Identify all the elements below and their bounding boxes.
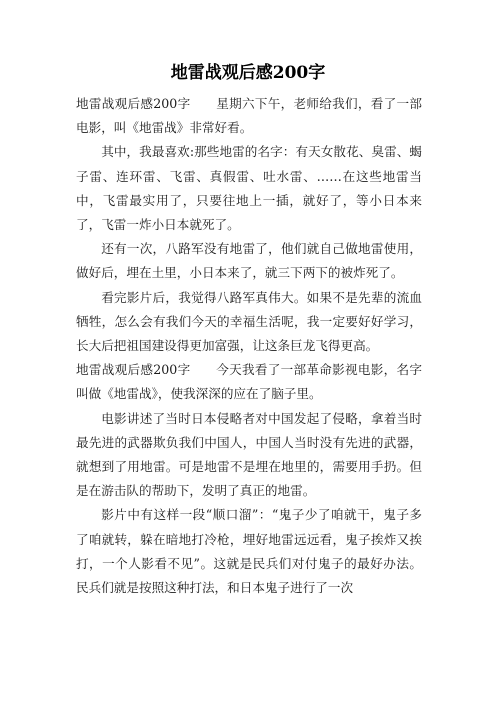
- paragraph: 地雷战观后感200字 今天我看了一部革命影视电影，名字叫做《地雷战》，使我深深的应在了脑子里。: [76, 362, 422, 402]
- paragraph: 电影讲述了当时日本侵略者对中国发起了侵略，拿着当时最先进的武器欺负我们中国人，中国人当时没有先进的武器，就想到了用地雷。可是地雷不是埋在地里的，需要用手扔。但是在游击队的帮助下，发明了真正的地雷。: [76, 410, 422, 499]
- paragraph: 其中，我最喜欢:那些地雷的名字：有天女散花、臭雷、蝎子雷、连环雷、飞雷、真假雷、吐水雷、……在这些地雷当中，飞雷最实用了，只要往地上一插，就好了，等小日本来了，飞雷一炸小日本就死了。: [76, 144, 422, 233]
- document-title: 地雷战观后感200字: [170, 63, 326, 83]
- paragraph: 影片中有这样一段“顺口溜”：“鬼子少了咱就干，鬼子多了咱就转，躲在暗地打冷枪，埋好地雷远远看，鬼子挨炸又挨打，一个人影看不见”。这就是民兵们对付鬼子的最好办法。民兵们就是按照这种打法，和日本鬼子进行了一次: [76, 507, 422, 596]
- document-body: [76, 92, 422, 600]
- paragraph: 还有一次，八路军没有地雷了，他们就自己做地雷使用，做好后，埋在土里，小日本来了，就三下两下的被炸死了。: [76, 241, 422, 281]
- paragraph: 地雷战观后感200字 星期六下午，老师给我们，看了一部电影，叫《地雷战》非常好看。: [76, 96, 422, 136]
- paragraph: 看完影片后，我觉得八路军真伟大。如果不是先辈的流血牺牲，怎么会有我们今天的幸福生活呢，我一定要好好学习，长大后把祖国建设得更加富强，让这条巨龙飞得更高。: [76, 289, 422, 354]
